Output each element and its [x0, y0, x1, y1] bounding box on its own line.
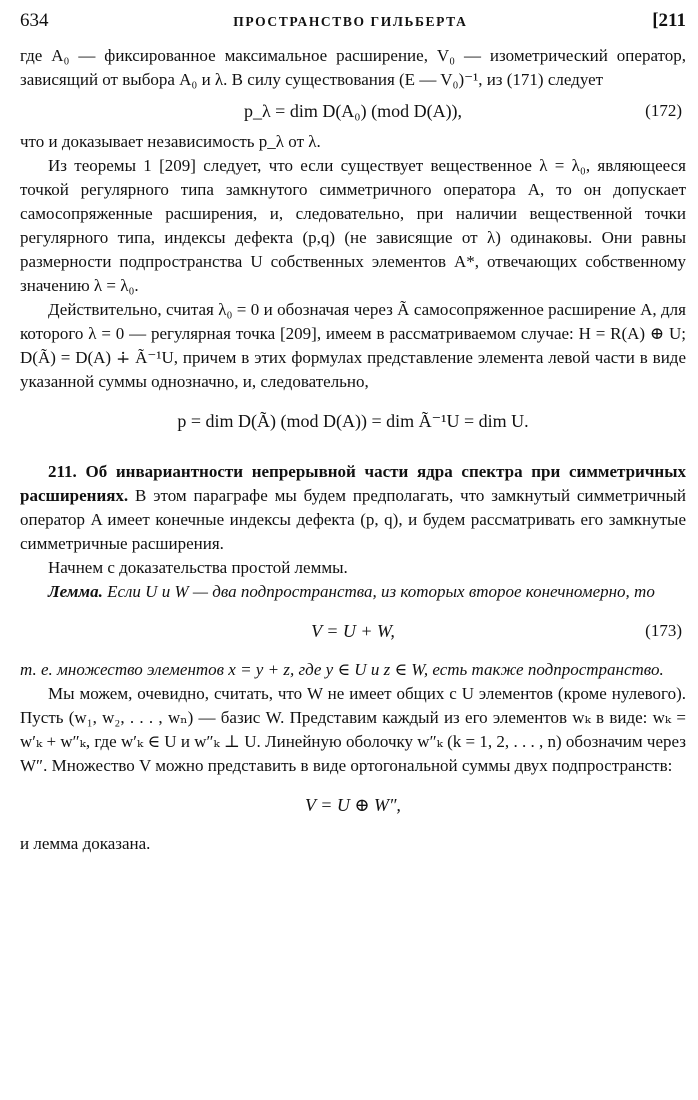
page-number: 634 — [20, 10, 49, 31]
equation-172-body: p_λ = dim D(A₀) (mod D(A)), — [243, 101, 463, 121]
lemma — [20, 580, 686, 604]
paragraph-4: Действительно, считая λ₀ = 0 и обозначая через Ã самосопряженное расширение A, для которого λ = 0 — регулярная точка [209], имеем в рассматриваемом случае: H = R(A) ⊕ U; D(Ã) = D(A) ∔ Ã⁻¹U, причем в этих формулах представление элемента левой части в виде указанной суммы однозначно, и, следовательно, — [20, 300, 686, 391]
equation-orthogonal-sum-body: V = U ⊕ W″, — [305, 795, 401, 815]
paragraph-5: Начнем с доказательства простой леммы. — [48, 558, 348, 577]
section-heading: 211. Об инвариантности непрерывной части ядра спектра при симметричных расширениях. — [20, 462, 686, 505]
paragraph-7: Мы можем, очевидно, считать, что W не имеет общих с U элементов (кроме нулевого). Пусть (w₁, w₂, . . . , wₙ) — базис W. Представим каждый из его элементов wₖ в виде: wₖ = w′ₖ + w″ₖ, где w′ₖ ∈ U и w″ₖ ⊥ U. Линейную оболочку w″ₖ (k = 1, 2, . . . , n) обозначим через W″. Множество V можно представить в виде ортогональной суммы двух подпространств: — [20, 684, 686, 775]
lemma-text: Если U и W — два подпространства, из которых второе конечномерно, то — [107, 582, 655, 601]
paragraph-3: Из теоремы 1 [209] следует, что если существует вещественное λ = λ₀, являющееся точкой регулярного типа замкнутого симметричного оператора A, то он допускает самосопряженные расширения, и, следовательно, при наличии вещественной точки регулярного типа, индексы дефекта (p,q) (не зависящие от λ) одинаковы. Они равны размерности подпространства U собственных элементов A*, отвечающих собственному значению λ = λ₀. — [20, 156, 686, 295]
lemma-continuation: т. е. множество элементов x = y + z, где y ∈ U и z ∈ W, есть также подпространство. — [20, 660, 664, 679]
paragraph-2: что и доказывает независимость p_λ от λ. — [20, 132, 321, 151]
section-intro: В этом параграфе мы будем предполагать, что замкнутый симметричный оператор A имеет конечные индексы дефекта (p, q), и будем рассматривать его замкнутые симметричные расширения. — [20, 486, 686, 553]
equation-172 — [20, 92, 686, 130]
page-header — [20, 10, 686, 44]
running-title: ПРОСТРАНСТВО ГИЛЬБЕРТА — [233, 14, 468, 29]
paragraph-1: где A₀ — фиксированное максимальное расширение, V₀ — изометрический оператор, зависящий от выбора A₀ и λ. В силу существования (E — V₀)⁻¹, из (171) следует — [20, 46, 686, 89]
equation-173 — [20, 612, 686, 650]
book-page — [20, 10, 686, 856]
equation-dim-body: p = dim D(Ã) (mod D(A)) = dim Ã⁻¹U = dim U. — [177, 411, 529, 431]
section-marker: [211 — [652, 10, 686, 31]
equation-dim — [20, 402, 686, 440]
section-211 — [20, 460, 686, 556]
equation-orthogonal-sum — [20, 786, 686, 824]
paragraph-8: и лемма доказана. — [20, 834, 151, 853]
equation-173-number: (173) — [645, 621, 682, 640]
equation-173-body: V = U + W, — [311, 621, 395, 641]
lemma-label: Лемма. — [48, 582, 103, 601]
equation-172-number: (172) — [645, 101, 682, 120]
